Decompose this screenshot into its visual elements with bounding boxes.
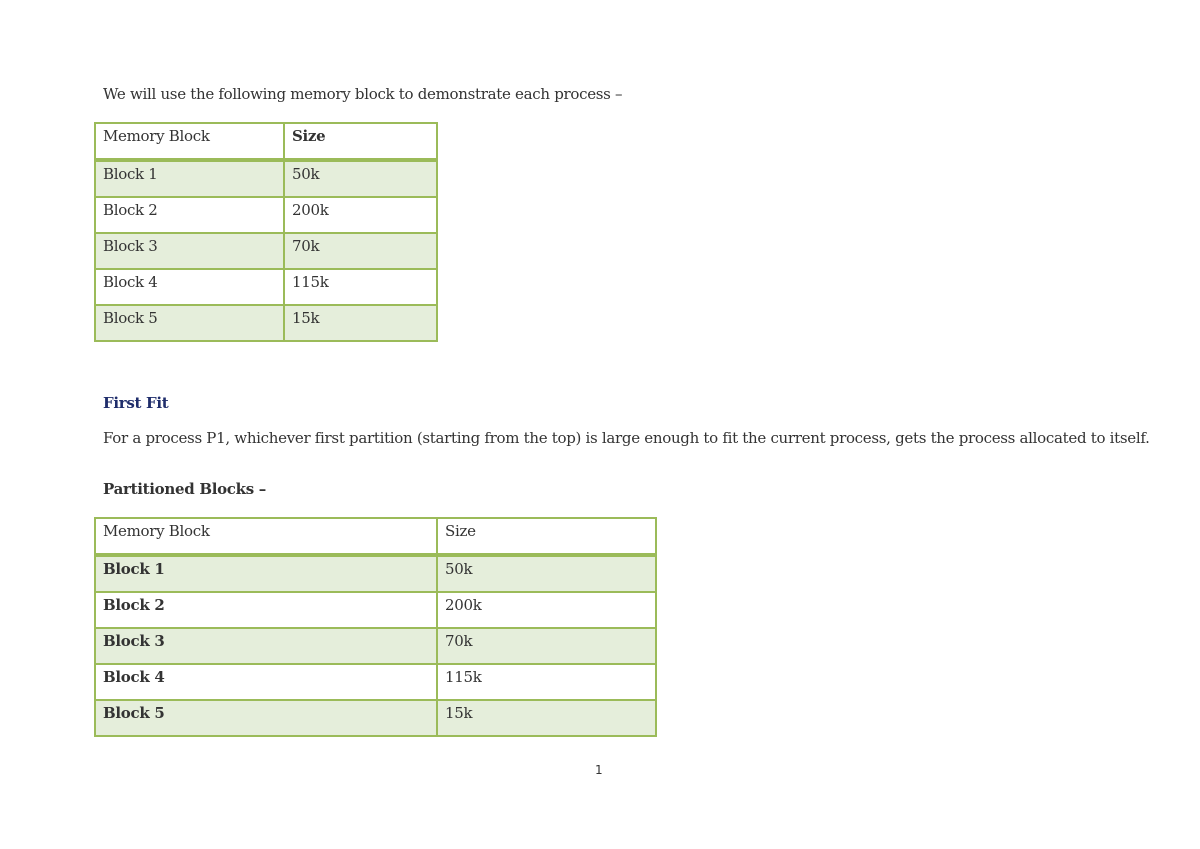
block-size-cell: 70k bbox=[437, 628, 656, 664]
table-row bbox=[95, 160, 437, 197]
block-size-cell: 15k bbox=[284, 305, 437, 341]
block-name-cell: Block 4 bbox=[95, 269, 284, 305]
block-size-cell: 50k bbox=[437, 555, 656, 592]
block-size-cell: 200k bbox=[284, 197, 437, 233]
block-name-cell: Block 1 bbox=[95, 160, 284, 197]
header-memory-block: Memory Block bbox=[95, 123, 284, 160]
partitioned-blocks-table bbox=[94, 517, 657, 737]
block-name-cell: Block 2 bbox=[95, 592, 437, 628]
block-name-cell: Block 5 bbox=[95, 700, 437, 736]
block-name-cell: Block 1 bbox=[95, 555, 437, 592]
table-row bbox=[95, 197, 437, 233]
intro-paragraph: We will use the following memory block to demonstrate each process – bbox=[103, 85, 623, 103]
block-name-cell: Block 3 bbox=[95, 628, 437, 664]
table-row bbox=[95, 628, 656, 664]
page-number: 1 bbox=[595, 763, 603, 777]
block-size-cell: 70k bbox=[284, 233, 437, 269]
header-size: Size bbox=[437, 518, 656, 555]
table-row bbox=[95, 592, 656, 628]
table-row bbox=[95, 555, 656, 592]
block-name-cell: Block 5 bbox=[95, 305, 284, 341]
first-fit-heading: First Fit bbox=[103, 394, 169, 412]
block-name-cell: Block 3 bbox=[95, 233, 284, 269]
memory-block-table bbox=[94, 122, 438, 342]
block-size-cell: 200k bbox=[437, 592, 656, 628]
table-header-row bbox=[95, 518, 656, 555]
block-size-cell: 115k bbox=[437, 664, 656, 700]
header-memory-block: Memory Block bbox=[95, 518, 437, 555]
table-row bbox=[95, 233, 437, 269]
header-size: Size bbox=[284, 123, 437, 160]
table-row bbox=[95, 305, 437, 341]
block-size-cell: 115k bbox=[284, 269, 437, 305]
table-row bbox=[95, 700, 656, 736]
block-name-cell: Block 2 bbox=[95, 197, 284, 233]
block-name-cell: Block 4 bbox=[95, 664, 437, 700]
first-fit-description: For a process P1, whichever first partition (starting from the top) is large enough to fit the current process, gets the process allocated to itself. bbox=[103, 429, 1150, 447]
table-row bbox=[95, 269, 437, 305]
table-row bbox=[95, 664, 656, 700]
block-size-cell: 50k bbox=[284, 160, 437, 197]
table-header-row bbox=[95, 123, 437, 160]
block-size-cell: 15k bbox=[437, 700, 656, 736]
partitioned-blocks-heading: Partitioned Blocks – bbox=[103, 480, 266, 498]
